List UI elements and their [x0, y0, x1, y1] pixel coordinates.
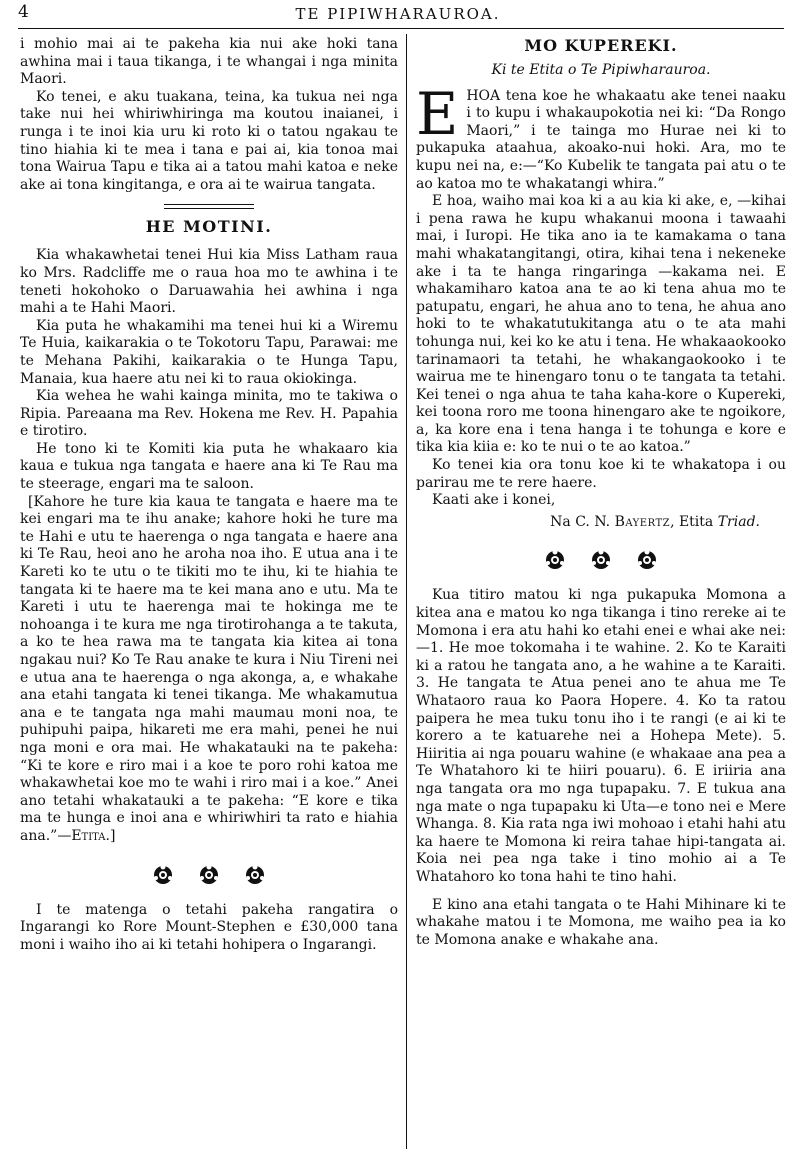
left-column [20, 36, 398, 954]
flower-ornament-icon [636, 549, 658, 571]
paragraph: He tono ki te Komiti kia puta he whakaaro kia kaua e tukua nga tangata e haere ana ki Te Rau ma te steerage, engari ma te saloon. [20, 440, 398, 493]
letter-opening [416, 79, 786, 194]
paragraph: Kia wehea he wahi kainga minita, mo te takiwa o Ripia. Pareaana ma Rev. Hokena me Rev. H. Papahia e tirotiro. [20, 388, 398, 440]
editor-note-text: [Kahore he ture kia kaua te tangata e haere ma te kei engari ma te ihu anake; kahore hoki he ture ma te Hahi e utu te haerenga o nga tangata e haere ana ki Te Rau, heoi ano he aroha noa iho. E utua ana i te Kareti ko te utu o te tikiti mo te ihu, ki te hiahia te tangata ki te haere ma te kei mana ano e utu. Ma te Kareti i utu te haerenga mai te hokinga me te nohoanga i te kura me nga tirotirohanga a te takuta, a ko te hea rawa ma te tangata kia kitea ai tona ngakau nui? Ko Te Rau anake te kura i Niu Tireni nei e utua ana te haerenga o nga akonga, a, e whakahe ana etahi tangata ki tenei tikanga. Me whakamutua ana e te tangata nga mahi maumau moni noa, te puhipuhi paipa, hikareti me era mahi, penei he nui nga moni e ora mai. He whakatauki na te pakeha: “Ki te kore e riro mai i a koe te poro rohi katoa me whakawhetai koe mo te wahi i riro mai i a koe.” Anei ano tetahi whakatauki a te pakeha: “E kore e tika ma te hunga e inoi ana e whiriwhiri ta rato e hiahia ana.”— [20, 493, 398, 844]
page-number: 4 [18, 2, 29, 22]
signature-middle: , Etita [670, 513, 714, 530]
signature [416, 514, 786, 532]
section-heading-kupereki: MO KUPEREKI. [524, 36, 678, 55]
flower-ornament-icon [244, 864, 266, 886]
editor-note [20, 494, 398, 846]
letter-opening-text: HOA tena koe he whakaatu ake tenei naaku i to kupu i whakaupokotia nei ki: “Da Rongo Maori,” i te tainga mo Hurae nei ki to pukapuka ataahua, akoako-nui hoki. Ara, mo te kupu nei na, e:—“Ko Kubelik te tangata pai atu o te ao katoa mo te whakatangi whira.” [416, 87, 786, 192]
paragraph: E hoa, waiho mai koa ki a au kia ki ake, e, —kihai i pena rawa he kupu whakanui moona i tawaahi mai, i Iuropi. He tika ano ia te kamakama o tana mahi whakatangitangi, otira, kihai tena i nekeneke ake i ta te hanga ringaringa —kakama nei. E whakamiharo katoa ana te ao ki tena ahua mo te patupatu, engari, he ahua ano to tena, he ahua ano hoki to te whakatutukitanga atu o te ata mahi tohunga nui, kei ko ke atu i tena. He whakaaokooko tarinamaori ta tetahi, he whakangaokooko i te wairua me te hinengaro tonu o te tangata ta tetahi. Kei tenei o nga ahua te taha kaha-kore o Kupereki, kei toona roro me toona hinengaro ake te ngoikore, a, ka kore ena i tena hanga i te tohunga e kore e tika kia kiia e: ko te nui o te ao katoa.” [416, 193, 786, 456]
page-header [0, 0, 796, 30]
signature-prefix: Na C. N. [550, 513, 611, 530]
paragraph: Kua titiro matou ki nga pukapuka Momona a kitea ana e matou ko nga tikanga i tino rereke ai te Momona i era atu hahi ko etahi enei e whai ake nei:—1. He moe tokomaha i te wahine. 2. Ko te Karaiti ki a ratou he tangata ano, a he wahine a te Karaiti. 3. He tangata te Atua penei ano te ahua me Te Whataoro raua ko Paora Hopere. 4. Ko ta ratou paipera he mea tuku tonu iho i te rangi (e ai ki te korero a te katuarehe nei a Hohepa Mete). 5. Hiiritia ai nga pouaru wahine (e whakaae ana pea a Te Whatahoro ki te hiiri pouaru). 6. E iriiria ana nga tangata ora mo nga tupapaku. 7. E tukua ana nga mate o nga tupapaku ki Uta—e tono nei e Mere Whanga. 8. Kia rata nga iwi mohoao i etahi hahi atu ka haere te Momona ki reira tahae hipi-tangata ai. Koia nei pea nga take i tino mohio ai a Te Whatahoro ko tona hahi te tino hahi. [416, 587, 786, 885]
paragraph: Kia whakawhetai tenei Hui kia Miss Latham raua ko Mrs. Radcliffe me o raua hoa mo te awhina i te teneti hokohoko o Daruawahia hei awhina i nga mahi a te Hahi Maori. [20, 247, 398, 317]
section-heading-motini: HE MOTINI. [145, 217, 273, 237]
flower-ornament-icon [198, 864, 220, 886]
drop-cap: E [416, 79, 459, 148]
ornament-row [20, 864, 398, 886]
editor-signoff: Etita.] [71, 827, 116, 844]
flower-ornament-icon [544, 549, 566, 571]
paragraph: Ko tenei kia ora tonu koe ki te whakatopa i ou parirau me te rere haere. [416, 457, 786, 491]
paragraph: i mohio mai ai te pakeha kia nui ake hoki tana awhina mai i taua tikanga, i te whangai i nga minita Maori. [20, 36, 398, 88]
signature-suffix: Triad. [717, 513, 760, 530]
flower-ornament-icon [590, 549, 612, 571]
paragraph: Kaati ake i konei, [432, 492, 556, 509]
running-title: TE PIPIWHARAUROA. [295, 5, 501, 23]
paragraph: E kino ana etahi tangata o te Hahi Mihinare ki te whakahe matou i te Momona, me waiho pea ia ko te Momona anake e whakahe ana. [416, 896, 786, 948]
section-rule [164, 204, 254, 209]
paragraph: Ko tenei, e aku tuakana, teina, ka tukua nei nga take nui hei whiriwhiringa ma koutou inaianei, i runga i te inoi kia uru ki roto ki o tatou ngakau te tino hiahia ki te mea i tana e pai ai, kia tonoa mai tona Wairua Tapu e tika ai a tatou mahi katoa e neke ake ai tona kingitanga, e ora ai te wairua tangata. [20, 88, 398, 193]
header-rule [18, 28, 784, 29]
column-divider [406, 34, 407, 1149]
paragraph: Kia puta he whakamihi ma tenei hui ki a Wiremu Te Huia, kaikarakia o te Tokotoru Tapu, Parawai: me te Mehana Pakihi, kaikarakia o te Hunga Tapu, Manaia, kua haere atu nei ki to raua okiokinga. [20, 317, 398, 387]
ornament-row [416, 549, 786, 571]
section-subtitle: Ki te Etita o Te Pipiwharauroa. [491, 62, 711, 78]
flower-ornament-icon [152, 864, 174, 886]
signature-name: Bayertz [614, 513, 671, 530]
right-column [416, 36, 786, 949]
paragraph: I te matenga o tetahi pakeha rangatira o Ingarangi ko Rore Mount-Stephen e £30,000 tana moni i waiho iho ai ki tetahi hohipera o Ingarangi. [20, 901, 398, 953]
